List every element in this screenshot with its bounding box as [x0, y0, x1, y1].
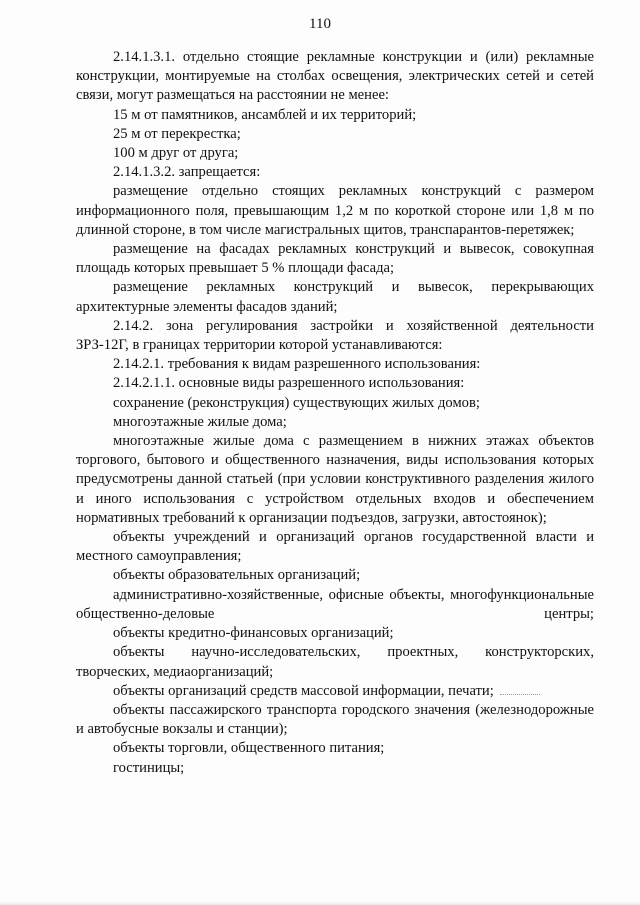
list-item-administrative-offices-text: административно-хозяйственные, офисные объекты, многофункциональные общественно-деловые центры;	[76, 586, 594, 622]
list-item-mixed-use-houses: многоэтажные жилые дома с размещением в нижних этажах объектов торгового, бытового и общественного назначения, виды использования которых предусмотрены данной статьей (при условии конструктивного разделения жилого и иного использования с устройством отдельных входов и обеспечением нормативных требований к организации подъездов, загрузки, автостоянок);	[76, 433, 594, 526]
scan-bottom-edge	[0, 901, 640, 905]
list-item-multistorey-houses: многоэтажные жилые дома;	[113, 413, 287, 430]
paragraph-2-14-2: 2.14.2. зона регулирования застройки и хозяйственной деятельности ЗРЗ-12Г, в границах территории которой устанавливаются:	[76, 317, 594, 354]
list-item-monuments-distance: 15 м от памятников, ансамблей и их территорий;	[113, 106, 417, 123]
list-item-mass-media-text: объекты организаций средств массовой информации, печати;	[113, 682, 494, 699]
list-item-prohibition-overlap: размещение рекламных конструкций и вывесок, перекрывающих архитектурные элементы фасадов зданий;	[76, 279, 594, 315]
list-item-mass-media	[76, 682, 594, 701]
list-item-trade-catering: объекты торговли, общественного питания;	[113, 740, 385, 757]
list-item-preservation: сохранение (реконструкция) существующих жилых домов;	[113, 394, 480, 411]
list-item-educational: объекты образовательных организаций;	[113, 567, 361, 584]
list-item-administrative-offices	[76, 586, 594, 624]
paragraph-2-14-2-1: 2.14.2.1. требования к видам разрешенного использования:	[113, 356, 481, 373]
paragraph-2-14-1-3-2: 2.14.1.3.2. запрещается:	[113, 164, 261, 181]
list-item-credit-financial: объекты кредитно-финансовых организаций;	[113, 625, 394, 642]
list-item-passenger-transport: объекты пассажирского транспорта городского значения (железнодорожные и автобусные вокзалы и станции);	[76, 701, 594, 738]
list-item-hotels: гостиницы;	[113, 759, 185, 776]
paragraph-2-14-2-1-1: 2.14.2.1.1. основные виды разрешенного использования:	[113, 375, 465, 392]
page-number: 110	[309, 16, 331, 32]
list-item-mutual-distance: 100 м друг от друга;	[113, 145, 239, 162]
list-item-research-creative: объекты научно-исследовательских, проектных, конструкторских, творческих, медиаорганизаций;	[76, 644, 594, 680]
paragraph-2-14-1-3-1: 2.14.1.3.1. отдельно стоящие рекламные конструкции и (или) рекламные конструкции, монтируемые на столбах освещения, электрических сетей и сетей связи, могут размещаться на расстоянии не менее:	[76, 49, 594, 104]
list-item-prohibition-freestanding: размещение отдельно стоящих рекламных конструкций с размером информационного поля, превышающим 1,2 м по короткой стороне или 1,8 м по длинной стороне, в том числе магистральных щитов, транспарантов-перетяжек;	[76, 183, 594, 238]
scan-artifact-dots	[500, 688, 540, 695]
list-item-government-bodies: объекты учреждений и организаций органов государственной власти и местного самоуправления;	[76, 529, 594, 565]
list-item-prohibition-facade-area: размещение на фасадах рекламных конструкций и вывесок, совокупная площадь которых превышает 5 % площади фасада;	[76, 241, 594, 277]
document-body	[76, 48, 594, 778]
list-item-crossroad-distance: 25 м от перекрестка;	[113, 125, 241, 142]
